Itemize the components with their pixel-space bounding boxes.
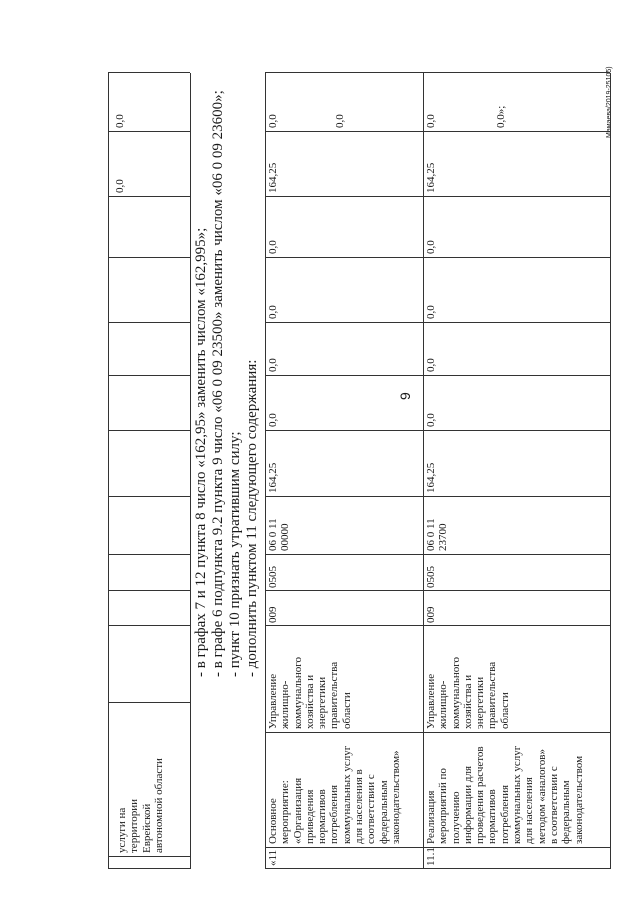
row-number: «11 (267, 849, 279, 866)
row-grbs: 009 (425, 606, 437, 623)
row-2025: 0,0 (425, 114, 437, 128)
instruction-line: - дополнить пунктом 11 следующего содержания: (244, 359, 260, 677)
top-value: 0,0 (114, 179, 126, 193)
row-2021: 0,0 (425, 358, 437, 372)
row-2026: 0,0»; (495, 105, 507, 128)
row-name: Основное мероприятие: «Организация приведения нормативов потребления коммунальных услуг для населения в соответствии с федеральным законодательством» (267, 745, 402, 844)
instruction-line: - пункт 10 признать утратившим силу; (227, 431, 243, 677)
row-2021: 0,0 (267, 358, 279, 372)
instruction-line: - в графе 6 подпункта 9.2 пункта 9 число «06 0 09 23500» заменить числом «06 0 09 23600»; (210, 90, 226, 677)
row-executor: Управление жилищно- коммунального хозяйства и энергетики правительства области (425, 657, 511, 729)
row-rzpr: 0505 (267, 566, 279, 588)
row-total: 164,25 (425, 462, 437, 493)
row-2020: 0,0 (425, 413, 437, 427)
row-total: 164,25 (267, 462, 279, 493)
row-2026: 0,0 (334, 114, 346, 128)
row-2022: 0,0 (267, 305, 279, 319)
row-rzpr: 0505 (425, 566, 437, 588)
row-2024: 164,25 (267, 162, 279, 193)
row-csr: 06 0 11 23700 (425, 518, 449, 551)
rotated-content (70, 73, 610, 873)
row-2020: 0,0 (267, 413, 279, 427)
row-2024: 164,25 (425, 162, 437, 193)
document-stamp: Мамаева/2019-25105) (606, 66, 613, 138)
row-number: 11.1 (425, 847, 437, 866)
row-2023: 0,0 (425, 240, 437, 254)
row-csr: 06 0 11 00000 (267, 518, 291, 551)
row-grbs: 009 (267, 606, 279, 623)
row-2022: 0,0 (425, 305, 437, 319)
top-value: 0,0 (114, 114, 126, 128)
top-row-text: услуги на территории Еврейской автономной области (116, 758, 165, 853)
instruction-line: - в графах 7 и 12 пункта 8 число «162,95» заменить числом «162,995»; (193, 227, 209, 677)
row-2023: 0,0 (267, 240, 279, 254)
row-name: Реализация мероприятий по получению информации для проведения расчетов нормативов потребления коммунальных услуг для населения методом «аналогов» в соответствии с федеральным законодательством (425, 745, 585, 844)
row-executor: Управление жилищно- коммунального хозяйства и энергетики правительства области (267, 657, 353, 729)
row-2025: 0,0 (267, 114, 279, 128)
page-number: 9 (397, 392, 413, 400)
